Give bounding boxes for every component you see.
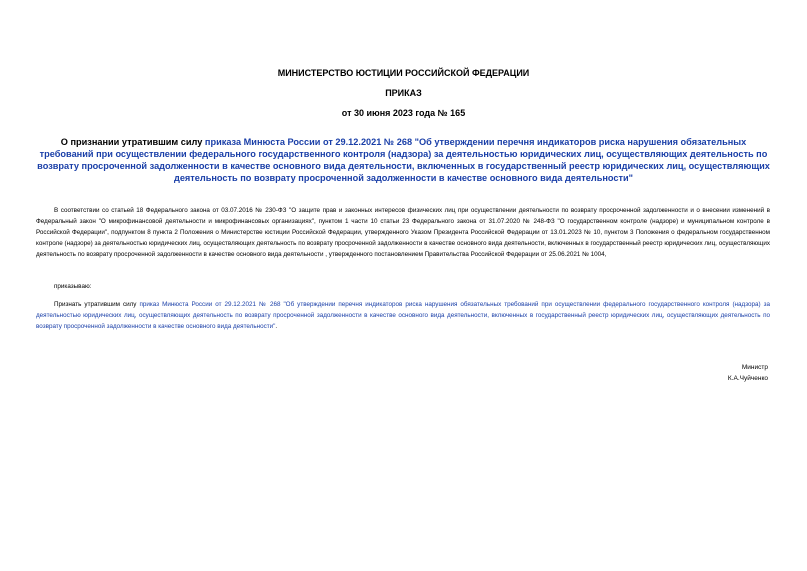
resolution-paragraph [36, 299, 770, 332]
resolution-referenced-order-link[interactable]: приказ Минюста России от 29.12.2021 № 268 "Об утверждении перечня индикаторов риска нарушения обязательных требований при осуществлении федерального государственного контроля (надзора) за деятельностью юридических лиц, осуществляющих деятельность по возврату просроченной задолженности в качестве основного вида деятельности, включенных в государственный реестр юридических лиц, осуществляющих деятельность по возврату просроченной задолженности в качестве основного вида деятельности" [36, 301, 770, 330]
title-referenced-order-link[interactable]: приказа Минюста России от 29.12.2021 № 268 "Об утверждении перечня индикаторов риска нарушения обязательных требований при осуществлении федерального государственного контроля (надзора) за деятельностью юридических лиц, осуществляющих деятельность по возврату просроченной задолженности в качестве основного вида деятельности, включенных в государственный реестр юридических лиц, осуществляющих деятельность по возврату просроченной задолженности в качестве основного вида деятельности" [37, 137, 770, 183]
resolution-suffix: . [275, 323, 278, 330]
resolution-prefix: Признать утратившим силу [54, 301, 140, 308]
signatory-name: К.А.Чуйченко [727, 375, 768, 382]
ministry-heading: МИНИСТЕРСТВО ЮСТИЦИИ РОССИЙСКОЙ ФЕДЕРАЦИИ [277, 68, 530, 78]
legal-basis-paragraph: В соответствии со статьей 18 Федерального закона от 03.07.2016 № 230-ФЗ "О защите прав и законных интересов физических лиц при осуществлении деятельности по возврату просроченной задолженности и о внесении изменений в Федеральный закон "О микрофинансовой деятельности и микрофинансовых организациях", пунктом 1 части 10 статьи 23 Федерального закона от 31.07.2020 № 248-ФЗ "О государственном контроле (надзоре) и муниципальном контроле в Российской Федерации", подпунктом 8 пункта 2 Положения о Министерстве юстиции Российской Федерации, утвержденного Указом Президента Российской Федерации от 13.01.2023 № 10, пунктом 3 Положения о федеральном государственном контроле (надзоре) за деятельностью юридических лиц, осуществляющих деятельность по возврату просроченной задолженности в качестве основного вида деятельности, включенных в государственный реестр юридических лиц, осуществляющих деятельность по возврату просроченной задолженности в качестве основного вида деятельности , утвержденного постановлением Правительства Российской Федерации от 25.06.2021 № 1004, [36, 207, 770, 258]
signatory-position: Министр [741, 364, 768, 371]
order-date-number: от 30 июня 2023 года № 165 [341, 108, 466, 118]
orders-word-paragraph: приказываю: [54, 283, 92, 290]
title-prefix: О признании утратившим силу [60, 137, 205, 147]
document-title [36, 136, 771, 184]
order-type-heading: ПРИКАЗ [385, 88, 422, 98]
